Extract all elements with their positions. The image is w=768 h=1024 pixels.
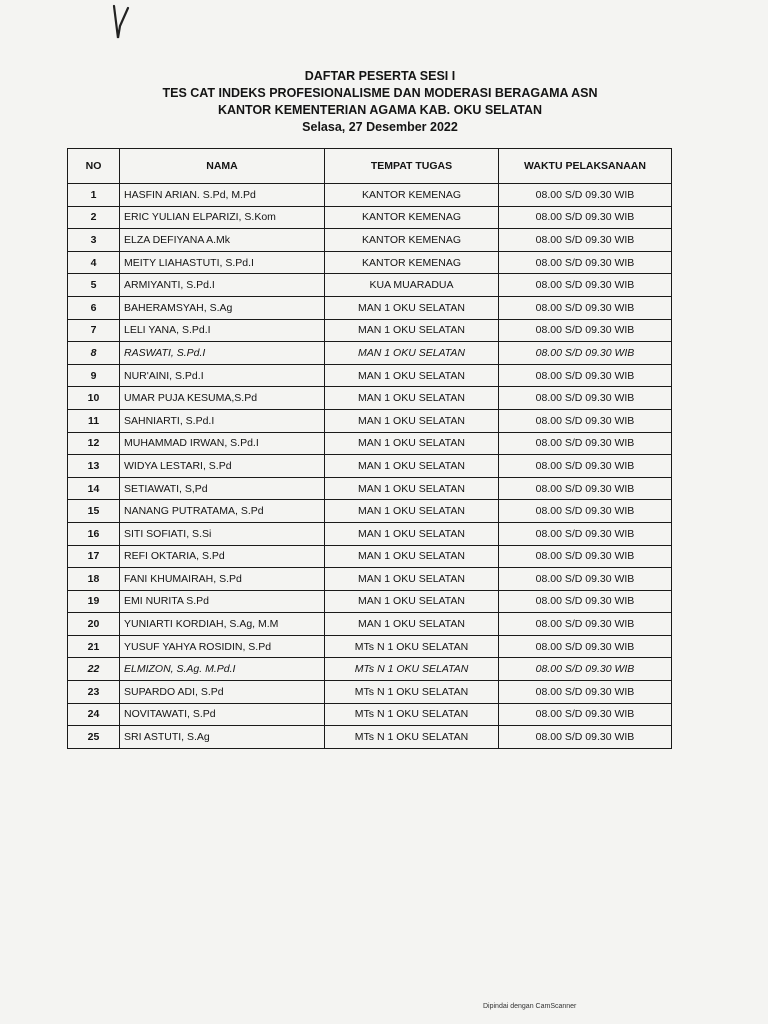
scanner-watermark: Dipindai dengan CamScanner (483, 1003, 577, 1010)
cell-no: 12 (68, 432, 120, 455)
cell-no: 20 (68, 613, 120, 636)
cell-no: 3 (68, 229, 120, 252)
cell-nama: RASWATI, S.Pd.I (120, 342, 325, 365)
cell-nama: ELZA DEFIYANA A.Mk (120, 229, 325, 252)
cell-tempat: MAN 1 OKU SELATAN (325, 477, 499, 500)
cell-no: 22 (68, 658, 120, 681)
table-row (68, 477, 672, 500)
cell-waktu: 08.00 S/D 09.30 WIB (499, 568, 672, 591)
cell-nama: MEITY LIAHASTUTI, S.Pd.I (120, 251, 325, 274)
cell-no: 8 (68, 342, 120, 365)
cell-tempat: MAN 1 OKU SELATAN (325, 409, 499, 432)
header-date: Selasa, 27 Desember 2022 (302, 120, 458, 134)
cell-waktu: 08.00 S/D 09.30 WIB (499, 658, 672, 681)
cell-waktu: 08.00 S/D 09.30 WIB (499, 522, 672, 545)
cell-nama: BAHERAMSYAH, S.Ag (120, 296, 325, 319)
cell-no: 14 (68, 477, 120, 500)
cell-nama: SUPARDO ADI, S.Pd (120, 681, 325, 704)
table-row (68, 409, 672, 432)
table-row (68, 251, 672, 274)
cell-waktu: 08.00 S/D 09.30 WIB (499, 613, 672, 636)
pen-mark (104, 4, 132, 44)
cell-nama: ELMIZON, S.Ag. M.Pd.I (120, 658, 325, 681)
cell-waktu: 08.00 S/D 09.30 WIB (499, 635, 672, 658)
cell-waktu: 08.00 S/D 09.30 WIB (499, 296, 672, 319)
cell-nama: YUSUF YAHYA ROSIDIN, S.Pd (120, 635, 325, 658)
cell-no: 11 (68, 409, 120, 432)
cell-tempat: MAN 1 OKU SELATAN (325, 432, 499, 455)
table-row (68, 296, 672, 319)
cell-nama: SETIAWATI, S,Pd (120, 477, 325, 500)
participant-table (67, 148, 672, 749)
cell-waktu: 08.00 S/D 09.30 WIB (499, 319, 672, 342)
cell-nama: ERIC YULIAN ELPARIZI, S.Kom (120, 206, 325, 229)
cell-nama: YUNIARTI KORDIAH, S.Ag, M.M (120, 613, 325, 636)
table-row (68, 229, 672, 252)
cell-nama: NOVITAWATI, S.Pd (120, 703, 325, 726)
cell-nama: NANANG PUTRATAMA, S.Pd (120, 500, 325, 523)
cell-tempat: KANTOR KEMENAG (325, 184, 499, 207)
table-row (68, 590, 672, 613)
header-office: KANTOR KEMENTERIAN AGAMA KAB. OKU SELATAN (217, 103, 543, 117)
cell-waktu: 08.00 S/D 09.30 WIB (499, 703, 672, 726)
cell-nama: NUR'AINI, S.Pd.I (120, 364, 325, 387)
cell-nama: LELI YANA, S.Pd.I (120, 319, 325, 342)
table-row (68, 658, 672, 681)
cell-tempat: MTs N 1 OKU SELATAN (325, 681, 499, 704)
cell-waktu: 08.00 S/D 09.30 WIB (499, 364, 672, 387)
cell-no: 18 (68, 568, 120, 591)
cell-no: 23 (68, 681, 120, 704)
cell-tempat: MAN 1 OKU SELATAN (325, 568, 499, 591)
table-row (68, 726, 672, 749)
cell-tempat: MAN 1 OKU SELATAN (325, 387, 499, 410)
table-row (68, 364, 672, 387)
document-header (110, 68, 650, 136)
cell-tempat: KANTOR KEMENAG (325, 251, 499, 274)
table-row (68, 545, 672, 568)
cell-no: 16 (68, 522, 120, 545)
cell-no: 9 (68, 364, 120, 387)
cell-tempat: MAN 1 OKU SELATAN (325, 319, 499, 342)
cell-waktu: 08.00 S/D 09.30 WIB (499, 251, 672, 274)
column-header-tempat: TEMPAT TUGAS (325, 149, 499, 184)
cell-nama: MUHAMMAD IRWAN, S.Pd.I (120, 432, 325, 455)
cell-nama: SAHNIARTI, S.Pd.I (120, 409, 325, 432)
table-header-row (68, 149, 672, 184)
cell-waktu: 08.00 S/D 09.30 WIB (499, 455, 672, 478)
cell-no: 5 (68, 274, 120, 297)
cell-waktu: 08.00 S/D 09.30 WIB (499, 590, 672, 613)
cell-no: 1 (68, 184, 120, 207)
cell-no: 13 (68, 455, 120, 478)
cell-tempat: MAN 1 OKU SELATAN (325, 545, 499, 568)
cell-tempat: MAN 1 OKU SELATAN (325, 613, 499, 636)
cell-waktu: 08.00 S/D 09.30 WIB (499, 432, 672, 455)
cell-no: 21 (68, 635, 120, 658)
column-header-nama: NAMA (120, 149, 325, 184)
table-row (68, 522, 672, 545)
cell-waktu: 08.00 S/D 09.30 WIB (499, 477, 672, 500)
table-row (68, 206, 672, 229)
table-row (68, 568, 672, 591)
cell-nama: ARMIYANTI, S.Pd.I (120, 274, 325, 297)
cell-waktu: 08.00 S/D 09.30 WIB (499, 409, 672, 432)
table-row (68, 500, 672, 523)
cell-tempat: KANTOR KEMENAG (325, 229, 499, 252)
table-row (68, 455, 672, 478)
cell-no: 24 (68, 703, 120, 726)
cell-waktu: 08.00 S/D 09.30 WIB (499, 726, 672, 749)
cell-tempat: MAN 1 OKU SELATAN (325, 522, 499, 545)
cell-tempat: KUA MUARADUA (325, 274, 499, 297)
table-row (68, 635, 672, 658)
table-row (68, 703, 672, 726)
cell-tempat: MAN 1 OKU SELATAN (325, 590, 499, 613)
cell-tempat: MTs N 1 OKU SELATAN (325, 635, 499, 658)
cell-tempat: MAN 1 OKU SELATAN (325, 500, 499, 523)
cell-waktu: 08.00 S/D 09.30 WIB (499, 681, 672, 704)
table-row (68, 613, 672, 636)
cell-waktu: 08.00 S/D 09.30 WIB (499, 274, 672, 297)
cell-no: 6 (68, 296, 120, 319)
cell-waktu: 08.00 S/D 09.30 WIB (499, 229, 672, 252)
cell-nama: REFI OKTARIA, S.Pd (120, 545, 325, 568)
cell-tempat: MAN 1 OKU SELATAN (325, 342, 499, 365)
cell-no: 19 (68, 590, 120, 613)
cell-tempat: KANTOR KEMENAG (325, 206, 499, 229)
cell-no: 4 (68, 251, 120, 274)
cell-no: 2 (68, 206, 120, 229)
cell-nama: HASFIN ARIAN. S.Pd, M.Pd (120, 184, 325, 207)
table-body (68, 184, 672, 749)
cell-no: 7 (68, 319, 120, 342)
cell-tempat: MTs N 1 OKU SELATAN (325, 703, 499, 726)
cell-waktu: 08.00 S/D 09.30 WIB (499, 342, 672, 365)
cell-no: 25 (68, 726, 120, 749)
header-title: DAFTAR PESERTA SESI I (304, 69, 456, 83)
cell-waktu: 08.00 S/D 09.30 WIB (499, 387, 672, 410)
table-row (68, 387, 672, 410)
cell-waktu: 08.00 S/D 09.30 WIB (499, 184, 672, 207)
column-header-no: NO (68, 149, 120, 184)
table-row (68, 432, 672, 455)
cell-nama: FANI KHUMAIRAH, S.Pd (120, 568, 325, 591)
table-row (68, 342, 672, 365)
cell-tempat: MTs N 1 OKU SELATAN (325, 726, 499, 749)
cell-nama: SITI SOFIATI, S.Si (120, 522, 325, 545)
cell-tempat: MTs N 1 OKU SELATAN (325, 658, 499, 681)
header-subtitle: TES CAT INDEKS PROFESIONALISME DAN MODERASI BERAGAMA ASN (162, 86, 598, 100)
cell-nama: SRI ASTUTI, S.Ag (120, 726, 325, 749)
cell-nama: UMAR PUJA KESUMA,S.Pd (120, 387, 325, 410)
table-row (68, 184, 672, 207)
cell-no: 10 (68, 387, 120, 410)
cell-waktu: 08.00 S/D 09.30 WIB (499, 500, 672, 523)
cell-waktu: 08.00 S/D 09.30 WIB (499, 545, 672, 568)
cell-nama: EMI NURITA S.Pd (120, 590, 325, 613)
table-row (68, 319, 672, 342)
table-row (68, 681, 672, 704)
table-row (68, 274, 672, 297)
cell-tempat: MAN 1 OKU SELATAN (325, 296, 499, 319)
cell-no: 15 (68, 500, 120, 523)
cell-nama: WIDYA LESTARI, S.Pd (120, 455, 325, 478)
cell-tempat: MAN 1 OKU SELATAN (325, 455, 499, 478)
cell-waktu: 08.00 S/D 09.30 WIB (499, 206, 672, 229)
column-header-waktu: WAKTU PELAKSANAAN (499, 149, 672, 184)
cell-tempat: MAN 1 OKU SELATAN (325, 364, 499, 387)
cell-no: 17 (68, 545, 120, 568)
